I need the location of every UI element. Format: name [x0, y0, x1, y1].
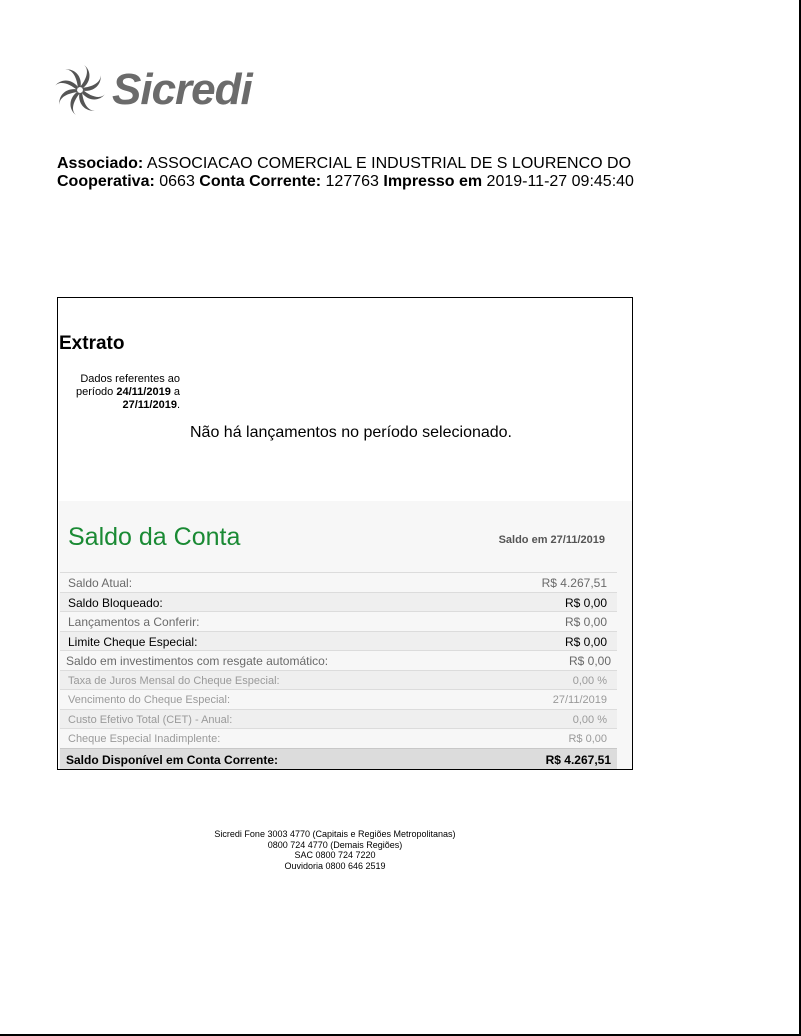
balance-panel: [59, 501, 632, 769]
table-row: [60, 709, 617, 729]
period-start: 24/11/2019: [116, 386, 171, 398]
row-value: 0,00 %: [572, 674, 607, 687]
impresso-value: 2019-11-27 09:45:40: [486, 173, 634, 190]
associado-line: [57, 155, 634, 173]
table-row: [60, 572, 617, 592]
period-suffix: .: [176, 399, 180, 411]
footer-line: Ouvidoria 0800 646 2519: [284, 860, 386, 871]
logo-wordmark: Sicredi: [112, 65, 252, 114]
table-row: [60, 592, 617, 612]
impresso-label: Impresso em: [383, 173, 483, 190]
total-row: [60, 748, 617, 769]
extrato-title: Extrato: [59, 333, 125, 354]
row-value: R$ 0,00: [568, 654, 611, 668]
table-row: [60, 631, 617, 651]
balance-title: Saldo da Conta: [68, 523, 241, 551]
balance-rows: [60, 572, 617, 769]
table-row: [60, 670, 617, 690]
conta-label: Conta Corrente:: [199, 173, 322, 190]
row-label: Limite Cheque Especial:: [68, 634, 198, 649]
table-row: [60, 650, 617, 670]
period-info: [58, 373, 180, 412]
footer-contacts: [0, 829, 670, 871]
table-row: [60, 728, 617, 748]
sicredi-logo: [54, 60, 252, 120]
row-label: Vencimento do Cheque Especial:: [68, 694, 231, 706]
row-label: Saldo em investimentos com resgate automático:: [66, 654, 329, 668]
row-value: R$ 0,00: [564, 615, 607, 629]
associado-label: Associado:: [57, 155, 144, 172]
row-label: Saldo Atual:: [68, 576, 133, 590]
row-value: R$ 4.267,51: [541, 576, 607, 590]
conta-value: 127763: [325, 173, 379, 190]
footer-line: 0800 724 4770 (Demais Regiões): [267, 839, 403, 850]
account-line: [57, 173, 634, 191]
no-entries-message: Não há lançamentos no período selecionado.: [190, 424, 512, 441]
footer-line: SAC 0800 724 7220: [294, 850, 376, 860]
row-value: 0,00 %: [572, 713, 607, 726]
associado-value: ASSOCIACAO COMERCIAL E INDUSTRIAL DE S LOURENCO DO: [146, 155, 632, 172]
row-label: Taxa de Juros Mensal do Cheque Especial:: [68, 674, 280, 687]
account-header: [57, 155, 634, 191]
cooperativa-value: 0663: [159, 173, 195, 190]
row-label: Saldo Bloqueado:: [68, 595, 163, 610]
sicredi-pinwheel-icon: [54, 64, 106, 116]
period-mid: a: [173, 386, 180, 398]
cooperativa-label: Cooperativa:: [57, 173, 155, 190]
table-row: [60, 611, 617, 631]
statement-box: [57, 297, 633, 770]
table-row: [60, 689, 617, 709]
row-label: Custo Efetivo Total (CET) - Anual:: [68, 713, 233, 726]
row-value: R$ 0,00: [564, 634, 607, 649]
period-end: 27/11/2019: [122, 399, 177, 411]
period-prefix: Dados referentes ao período: [75, 373, 180, 398]
total-value: R$ 4.267,51: [545, 752, 611, 767]
footer-line: Sicredi Fone 3003 4770 (Capitais e Regiões Metropolitanas): [214, 829, 456, 839]
row-value: 27/11/2019: [552, 694, 607, 706]
row-value: R$ 0,00: [568, 733, 607, 745]
row-value: R$ 0,00: [564, 595, 607, 610]
row-label: Cheque Especial Inadimplente:: [68, 733, 221, 745]
total-label: Saldo Disponível em Conta Corrente:: [66, 752, 279, 767]
balance-date: Saldo em 27/11/2019: [498, 534, 605, 546]
row-label: Lançamentos a Conferir:: [68, 615, 200, 629]
